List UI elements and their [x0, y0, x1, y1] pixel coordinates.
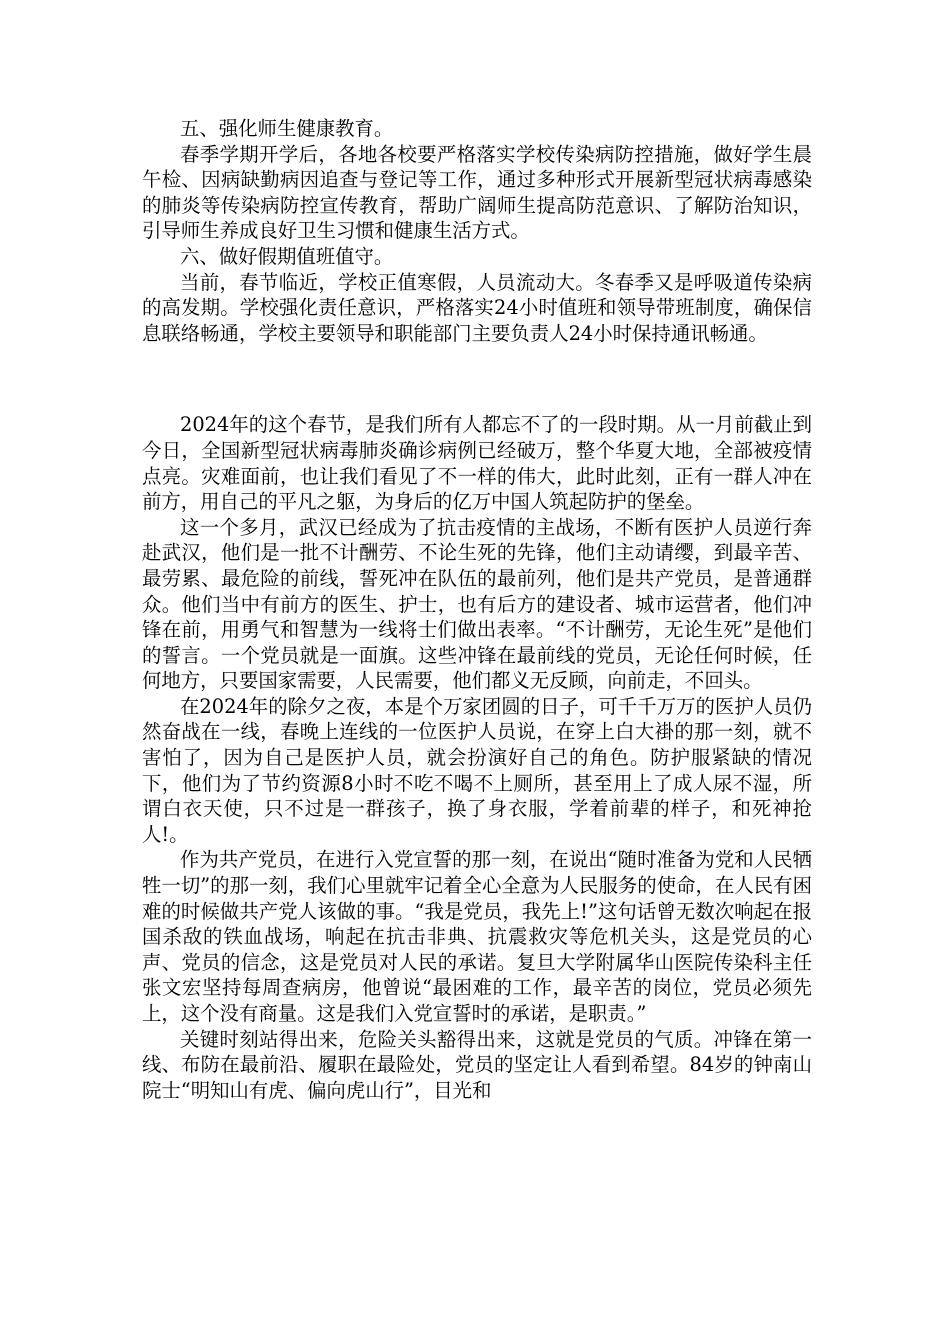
- paragraph-new-year-eve: 在2024年的除夕之夜，本是个万家团圆的日子，可千千万万的医护人员仍然奋战在一线，春晚上连线的一位医护人员说，在穿上白大褂的那一刻，就不害怕了，因为自己是医护人员，就会扮演好自己的角色。防护服紧缺的情况下，他们为了节约资源8小时不吃不喝不上厕所，甚至用上了成人尿不湿，所谓白衣天使，只不过是一群孩子，换了身衣服，学着前辈的样子，和死神抢人!。: [142, 694, 812, 846]
- paragraph-spring-festival: 2024年的这个春节，是我们所有人都忘不了的一段时期。从一月前截止到今日，全国新型冠状病毒肺炎确诊病例已经破万，整个华夏大地，全部被疫情点亮。灾难面前，也让我们看见了不一样的伟大，此时此刻，正有一群人冲在前方，用自己的平凡之躯，为身后的亿万中国人筑起防护的堡垒。: [142, 413, 812, 514]
- paragraph-holiday-duty: 当前，春节临近，学校正值寒假，人员流动大。冬春季又是呼吸道传染病的高发期。学校强化责任意识，严格落实24小时值班和领导带班制度，确保信息联络畅通，学校主要领导和职能部门主要负责人24小时保持通讯畅通。: [142, 270, 812, 345]
- paragraph-health-education: 春季学期开学后，各地各校要严格落实学校传染病防控措施，做好学生晨午检、因病缺勤病因追查与登记等工作，通过多种形式开展新型冠状病毒感染的肺炎等传染病防控宣传教育，帮助广阔师生提高防范意识、了解防治知识，引导师生养成良好卫生习惯和健康生活方式。: [142, 142, 812, 243]
- paragraph-party-member-oath: 作为共产党员，在进行入党宣誓的那一刻，在说出“随时准备为党和人民牺牲一切”的那一刻，我们心里就牢记着全心全意为人民服务的使命，在人民有困难的时候做共产党人该做的事。“我是党员，我先上!”这句话曾无数次响起在报国杀敌的铁血战场，响起在抗击非典、抗震救灾等危机关头，这是党员的心声、党员的信念，这是党员对人民的承诺。复旦大学附属华山医院传染科主任张文宏坚持每周查病房，他曾说“最困难的工作，最辛苦的岗位，党员必须先上，这个没有商量。这是我们入党宣誓时的承诺，是职责。”: [142, 848, 812, 1025]
- section-heading-five: 五、强化师生健康教育。: [180, 117, 394, 140]
- section-spacer: [142, 346, 812, 412]
- section-heading-six: 六、做好假期值班值守。: [180, 244, 394, 268]
- paragraph-critical-moment: 关键时刻站得出来，危险关头豁得出来，这就是党员的气质。冲锋在第一线、布防在最前沿、履职在最险处，党员的坚定让人看到希望。84岁的钟南山院士“明知山有虎、偏向虎山行”，目光和: [142, 1027, 812, 1102]
- paragraph-wuhan-frontline: 这一个多月，武汉已经成为了抗击疫情的主战场，不断有医护人员逆行奔赴武汉，他们是一批不计酬劳、不论生死的先锋，他们主动请缨，到最辛苦、最劳累、最危险的前线，誓死冲在队伍的最前列，他们是共产党员，是普通群众。他们当中有前方的医生、护士，也有后方的建设者、城市运营者，他们冲锋在前，用勇气和智慧为一线将士们做出表率。“不计酬劳，无论生死”是他们的誓言。一个党员就是一面旗。这些冲锋在最前线的党员，无论任何时候，任何地方，只要国家需要，人民需要，他们都义无反顾，向前走，不回头。: [142, 515, 812, 693]
- document-page: [142, 116, 812, 1103]
